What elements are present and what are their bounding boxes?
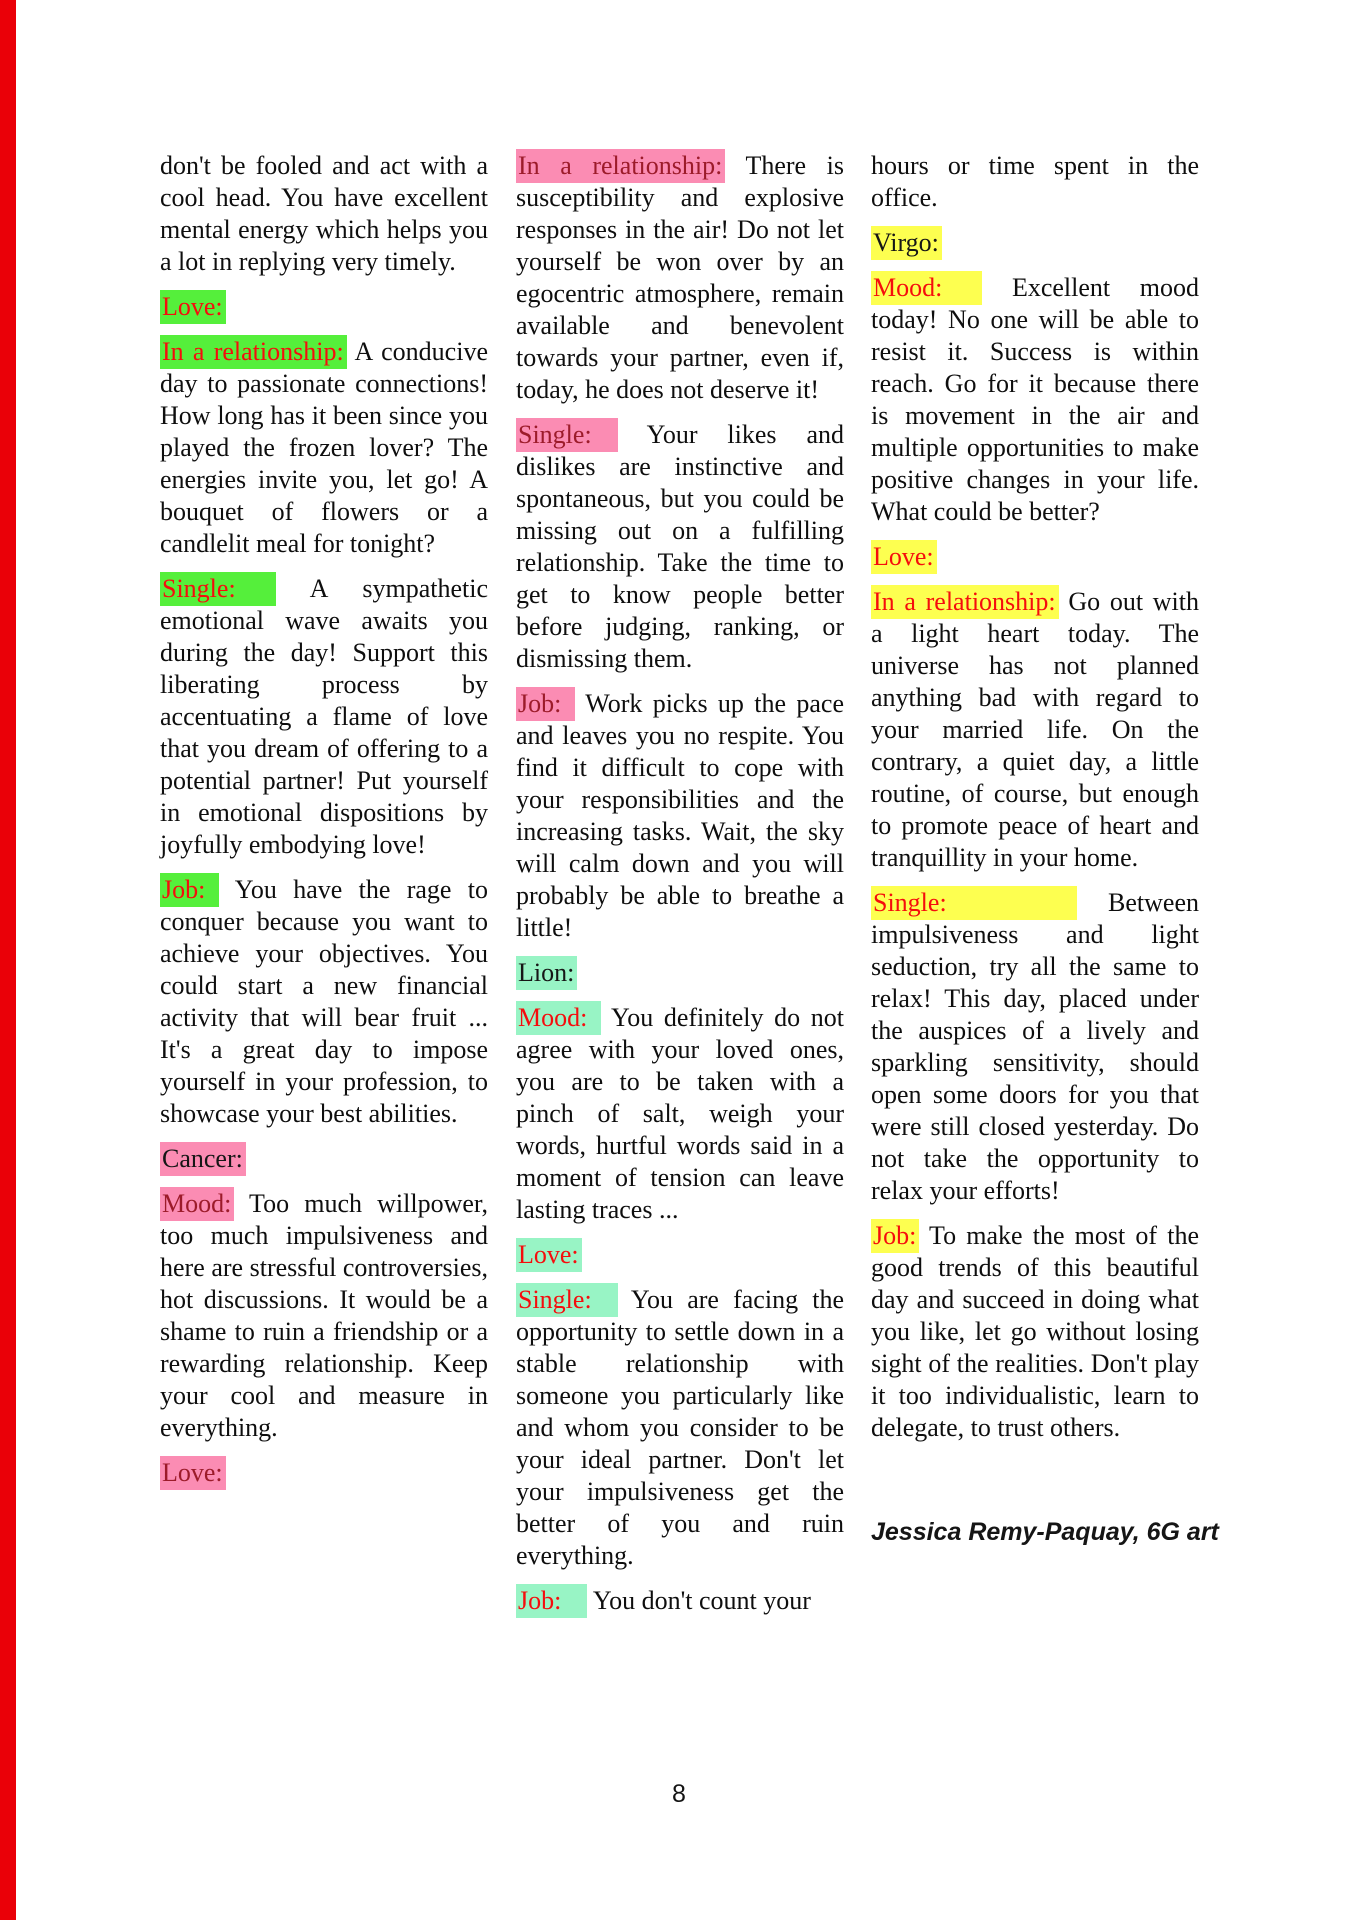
paragraph-text: A sympathetic emotional wave awaits you during the day! Support this liberating process by accentuating a flame of love that you dream of offering to a potential partner! Put yourself in emotional dispositions by joyfully embodying love! [160, 574, 488, 859]
paragraph [516, 1585, 844, 1617]
paragraph-text: Your likes and dislikes are instinctive and spontaneous, but you could be missing out on a fulfilling relationship. Take the time to get to know people better before judging, ranking, or dismissing them. [516, 420, 844, 673]
label-love: Love: [516, 1238, 582, 1272]
left-margin-red-bar [0, 0, 16, 1920]
paragraph-text: don't be fooled and act with a cool head. You have excellent mental energy which helps you a lot in replying very timely. [160, 151, 488, 276]
paragraph [160, 150, 488, 278]
label-single: Single: [516, 418, 618, 452]
paragraph-text: You have the rage to conquer because you want to achieve your objectives. You could start a new financial activity that will bear fruit ... It's a great day to impose yourself in your profession, to showcase your best abilities. [160, 875, 488, 1128]
label-in-a-relationship: In a relationship: [160, 335, 347, 369]
page-number: 8 [672, 1780, 686, 1808]
paragraph [516, 1002, 844, 1226]
paragraph-text: Work picks up the pace and leaves you no respite. You find it difficult to cope with your responsibilities and the increasing tasks. Wait, the sky will calm down and you will probably be able to breathe a little! [516, 689, 845, 942]
paragraph [516, 957, 844, 989]
paragraph [871, 1220, 1199, 1444]
label-love: Love: [160, 290, 226, 324]
sign-lion: Lion: [516, 956, 577, 990]
paragraph [871, 227, 1199, 259]
paragraph [516, 419, 844, 675]
text-column-3 [871, 150, 1219, 1548]
sign-virgo: Virgo: [871, 226, 942, 260]
paragraph-text: hours or time spent in the office. [871, 151, 1199, 212]
text-column-2 [516, 150, 844, 1630]
paragraph [516, 688, 844, 944]
label-in-a-relationship: In a relationship: [516, 149, 725, 183]
label-mood: Mood: [871, 271, 982, 305]
paragraph-text: You definitely do not agree with your loved ones, you are to be taken with a pinch of salt, weigh your words, hurtful words said in a moment of tension can leave lasting traces ... [516, 1003, 844, 1224]
paragraph [516, 1284, 844, 1572]
paragraph-text: Too much willpower, too much impulsiveness and here are stressful controversies, hot discussions. It would be a shame to ruin a friendship or a rewarding relationship. Keep your cool and measure in everything. [160, 1189, 488, 1442]
label-single: Single: [160, 572, 276, 606]
label-mood: Mood: [516, 1001, 601, 1035]
paragraph-text: You don't count your [592, 1586, 811, 1615]
label-single: Single: [516, 1283, 618, 1317]
paragraph [160, 1188, 488, 1444]
paragraph-text: You are facing the opportunity to settle down in a stable relationship with someone you particularly like and whom you consider to be your ideal partner. Don't let your impulsiveness get the better of you and ruin everything. [516, 1285, 844, 1570]
label-love: Love: [160, 1456, 226, 1490]
paragraph-text: Between impulsiveness and light seduction, try all the same to relax! This day, placed under the auspices of a lively and sparkling sensitivity, should open some doors for you that were still closed yesterday. Do not take the opportunity to relax your efforts! [871, 888, 1199, 1205]
label-job: Job: [160, 873, 219, 907]
paragraph [871, 541, 1199, 573]
paragraph [160, 1143, 488, 1175]
paragraph [516, 150, 844, 406]
label-mood: Mood: [160, 1187, 234, 1221]
paragraph [160, 291, 488, 323]
label-job: Job: [516, 1584, 587, 1618]
paragraph [160, 1457, 488, 1489]
author-signature: Jessica Remy-Paquay, 6G art [871, 1518, 1219, 1546]
paragraph [160, 573, 488, 861]
paragraph [871, 272, 1199, 528]
paragraph [871, 150, 1199, 214]
paragraph [871, 586, 1199, 874]
label-in-a-relationship: In a relationship: [871, 585, 1059, 619]
paragraph-text: Excellent mood today! No one will be able to resist it. Success is within reach. Go for it because there is movement in the air and multiple opportunities to make positive changes in your life. What could be better? [871, 273, 1199, 526]
paragraph [160, 336, 488, 560]
paragraph-text: There is susceptibility and explosive responses in the air! Do not let yourself be won over by an egocentric atmosphere, remain available and benevolent towards your partner, even if, today, he does not deserve it! [516, 151, 844, 404]
paragraph [160, 874, 488, 1130]
sign-cancer: Cancer: [160, 1142, 246, 1176]
label-job: Job: [871, 1219, 919, 1253]
label-single: Single: [871, 886, 1077, 920]
paragraph-text: A conducive day to passionate connections! How long has it been since you played the frozen lover? The energies invite you, let go! A bouquet of flowers or a candlelit meal for tonight? [160, 337, 488, 558]
label-love: Love: [871, 540, 937, 574]
label-job: Job: [516, 687, 575, 721]
paragraph [871, 887, 1199, 1207]
text-column-1 [160, 150, 488, 1502]
paragraph-text: Go out with a light heart today. The universe has not planned anything bad with regard to your married life. On the contrary, a quiet day, a little routine, of course, but enough to promote peace of heart and tranquillity in your home. [871, 587, 1199, 872]
paragraph-text: To make the most of the good trends of this beautiful day and succeed in doing what you like, let go without losing sight of the realities. Don't play it too individualistic, learn to delegate, to trust others. [871, 1221, 1200, 1442]
paragraph [516, 1239, 844, 1271]
